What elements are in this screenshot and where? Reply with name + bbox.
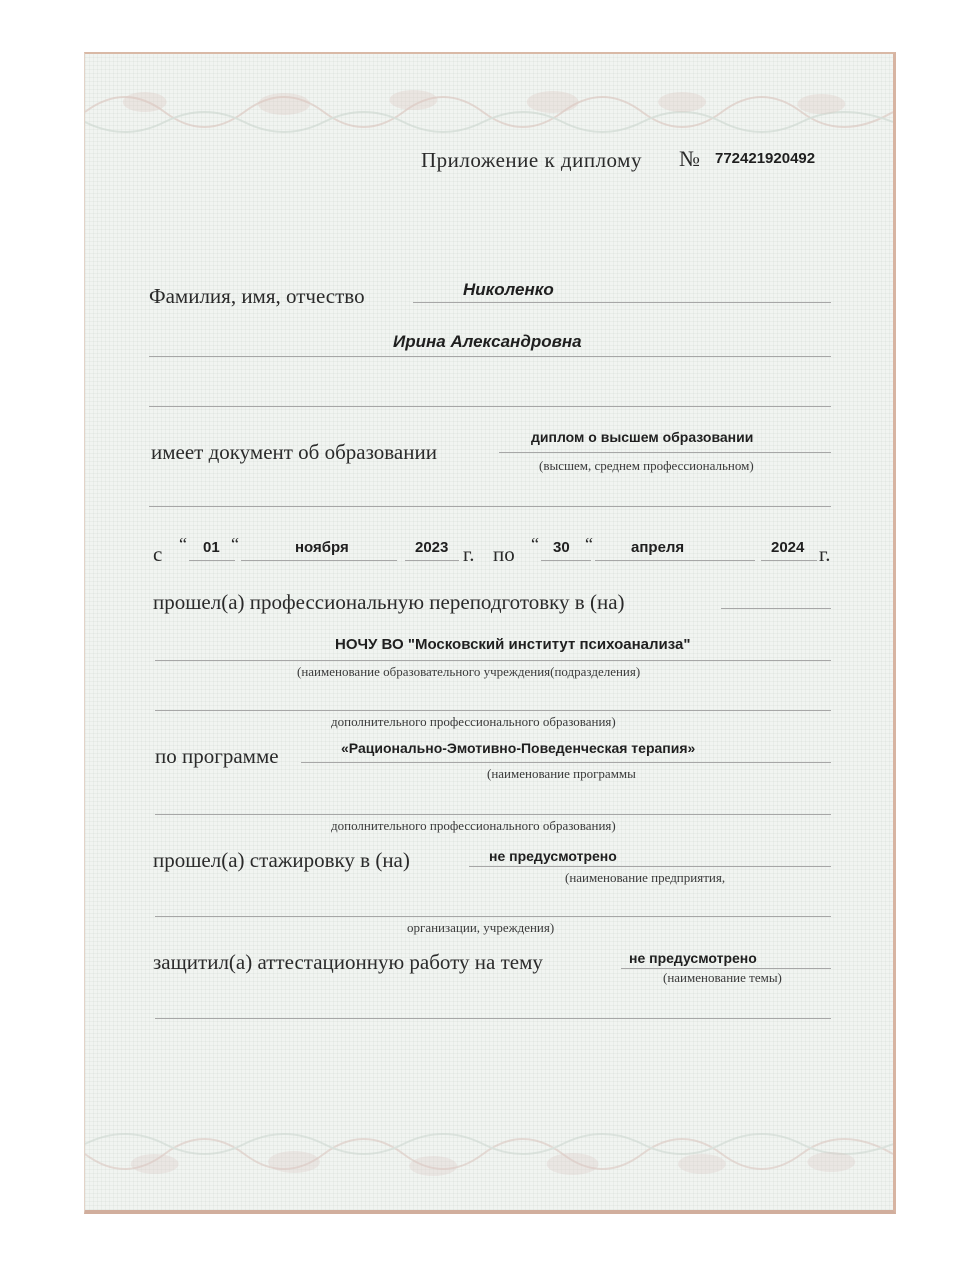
to-year: 2024: [771, 539, 805, 556]
education-hint: (высшем, среднем профессиональном): [539, 458, 754, 473]
to-open-quote: “: [531, 534, 539, 554]
thesis-line-2: [155, 1018, 831, 1019]
program-hint-2: дополнительного профессионального образования): [331, 818, 616, 833]
institution-hint: (наименование образовательного учреждения(подразделения): [297, 664, 641, 679]
program-value: «Рационально-Эмотивно-Поведенческая терапия»: [341, 740, 696, 756]
from-day: 01: [203, 539, 220, 556]
to-month: апреля: [631, 539, 685, 556]
program-hint: (наименование программы: [487, 766, 636, 781]
thesis-line: [621, 968, 831, 969]
to-year-suffix: г.: [819, 542, 831, 566]
document-title: Приложение к диплому: [421, 148, 642, 172]
program-label: по программе: [155, 744, 279, 768]
fio-line-3: [149, 406, 831, 407]
to-month-line: [595, 560, 755, 561]
internship-hint-2: организации, учреждения): [407, 920, 555, 935]
fio-label: Фамилия, имя, отчество: [149, 284, 365, 308]
to-day: 30: [553, 539, 570, 556]
institution-line-2: [155, 710, 831, 711]
education-value: диплом о высшем образовании: [531, 429, 754, 445]
thesis-hint: (наименование темы): [663, 970, 782, 985]
fio-line-1: [413, 302, 831, 303]
education-line: [499, 452, 831, 453]
program-line-2: [155, 814, 831, 815]
surname-value: Николенко: [463, 280, 554, 299]
from-month: ноября: [295, 539, 349, 556]
education-line-2: [149, 506, 831, 507]
diploma-number: 772421920492: [715, 150, 816, 167]
from-day-line: [189, 560, 235, 561]
thesis-label: защитил(а) аттестационную работу на тему: [153, 950, 543, 974]
given-name-value: Ирина Александровна: [393, 332, 582, 351]
internship-value: не предусмотрено: [489, 848, 617, 864]
fio-line-2: [149, 356, 831, 357]
bottom-ornament-band: [85, 1124, 893, 1194]
internship-line-2: [155, 916, 831, 917]
from-year-line: [405, 560, 459, 561]
top-ornament-band: [85, 72, 893, 142]
internship-hint: (наименование предприятия,: [565, 870, 726, 885]
from-close-quote: “: [231, 534, 239, 554]
internship-label: прошел(а) стажировку в (на): [153, 848, 410, 872]
thesis-value: не предусмотрено: [629, 950, 757, 966]
diploma-supplement-sheet: [84, 52, 896, 1214]
institution-value: НОЧУ ВО "Московский институт психоанализа": [335, 636, 691, 653]
program-line: [301, 762, 831, 763]
internship-line: [469, 866, 831, 867]
to-year-line: [761, 560, 817, 561]
number-sign: №: [679, 146, 700, 171]
from-open-quote: “: [179, 534, 187, 554]
institution-line: [155, 660, 831, 661]
period-to-prefix: по: [493, 542, 515, 566]
to-day-line: [541, 560, 591, 561]
from-year: 2023: [415, 539, 449, 556]
institution-hint-2: дополнительного профессионального образования): [331, 714, 616, 729]
education-label: имеет документ об образовании: [151, 440, 437, 464]
to-close-quote: “: [585, 534, 593, 554]
period-from-prefix: с: [153, 542, 163, 566]
from-month-line: [241, 560, 397, 561]
retraining-line-1: [721, 608, 831, 609]
retraining-label: прошел(а) профессиональную переподготовку в (на): [153, 590, 625, 614]
from-year-suffix: г.: [463, 542, 475, 566]
